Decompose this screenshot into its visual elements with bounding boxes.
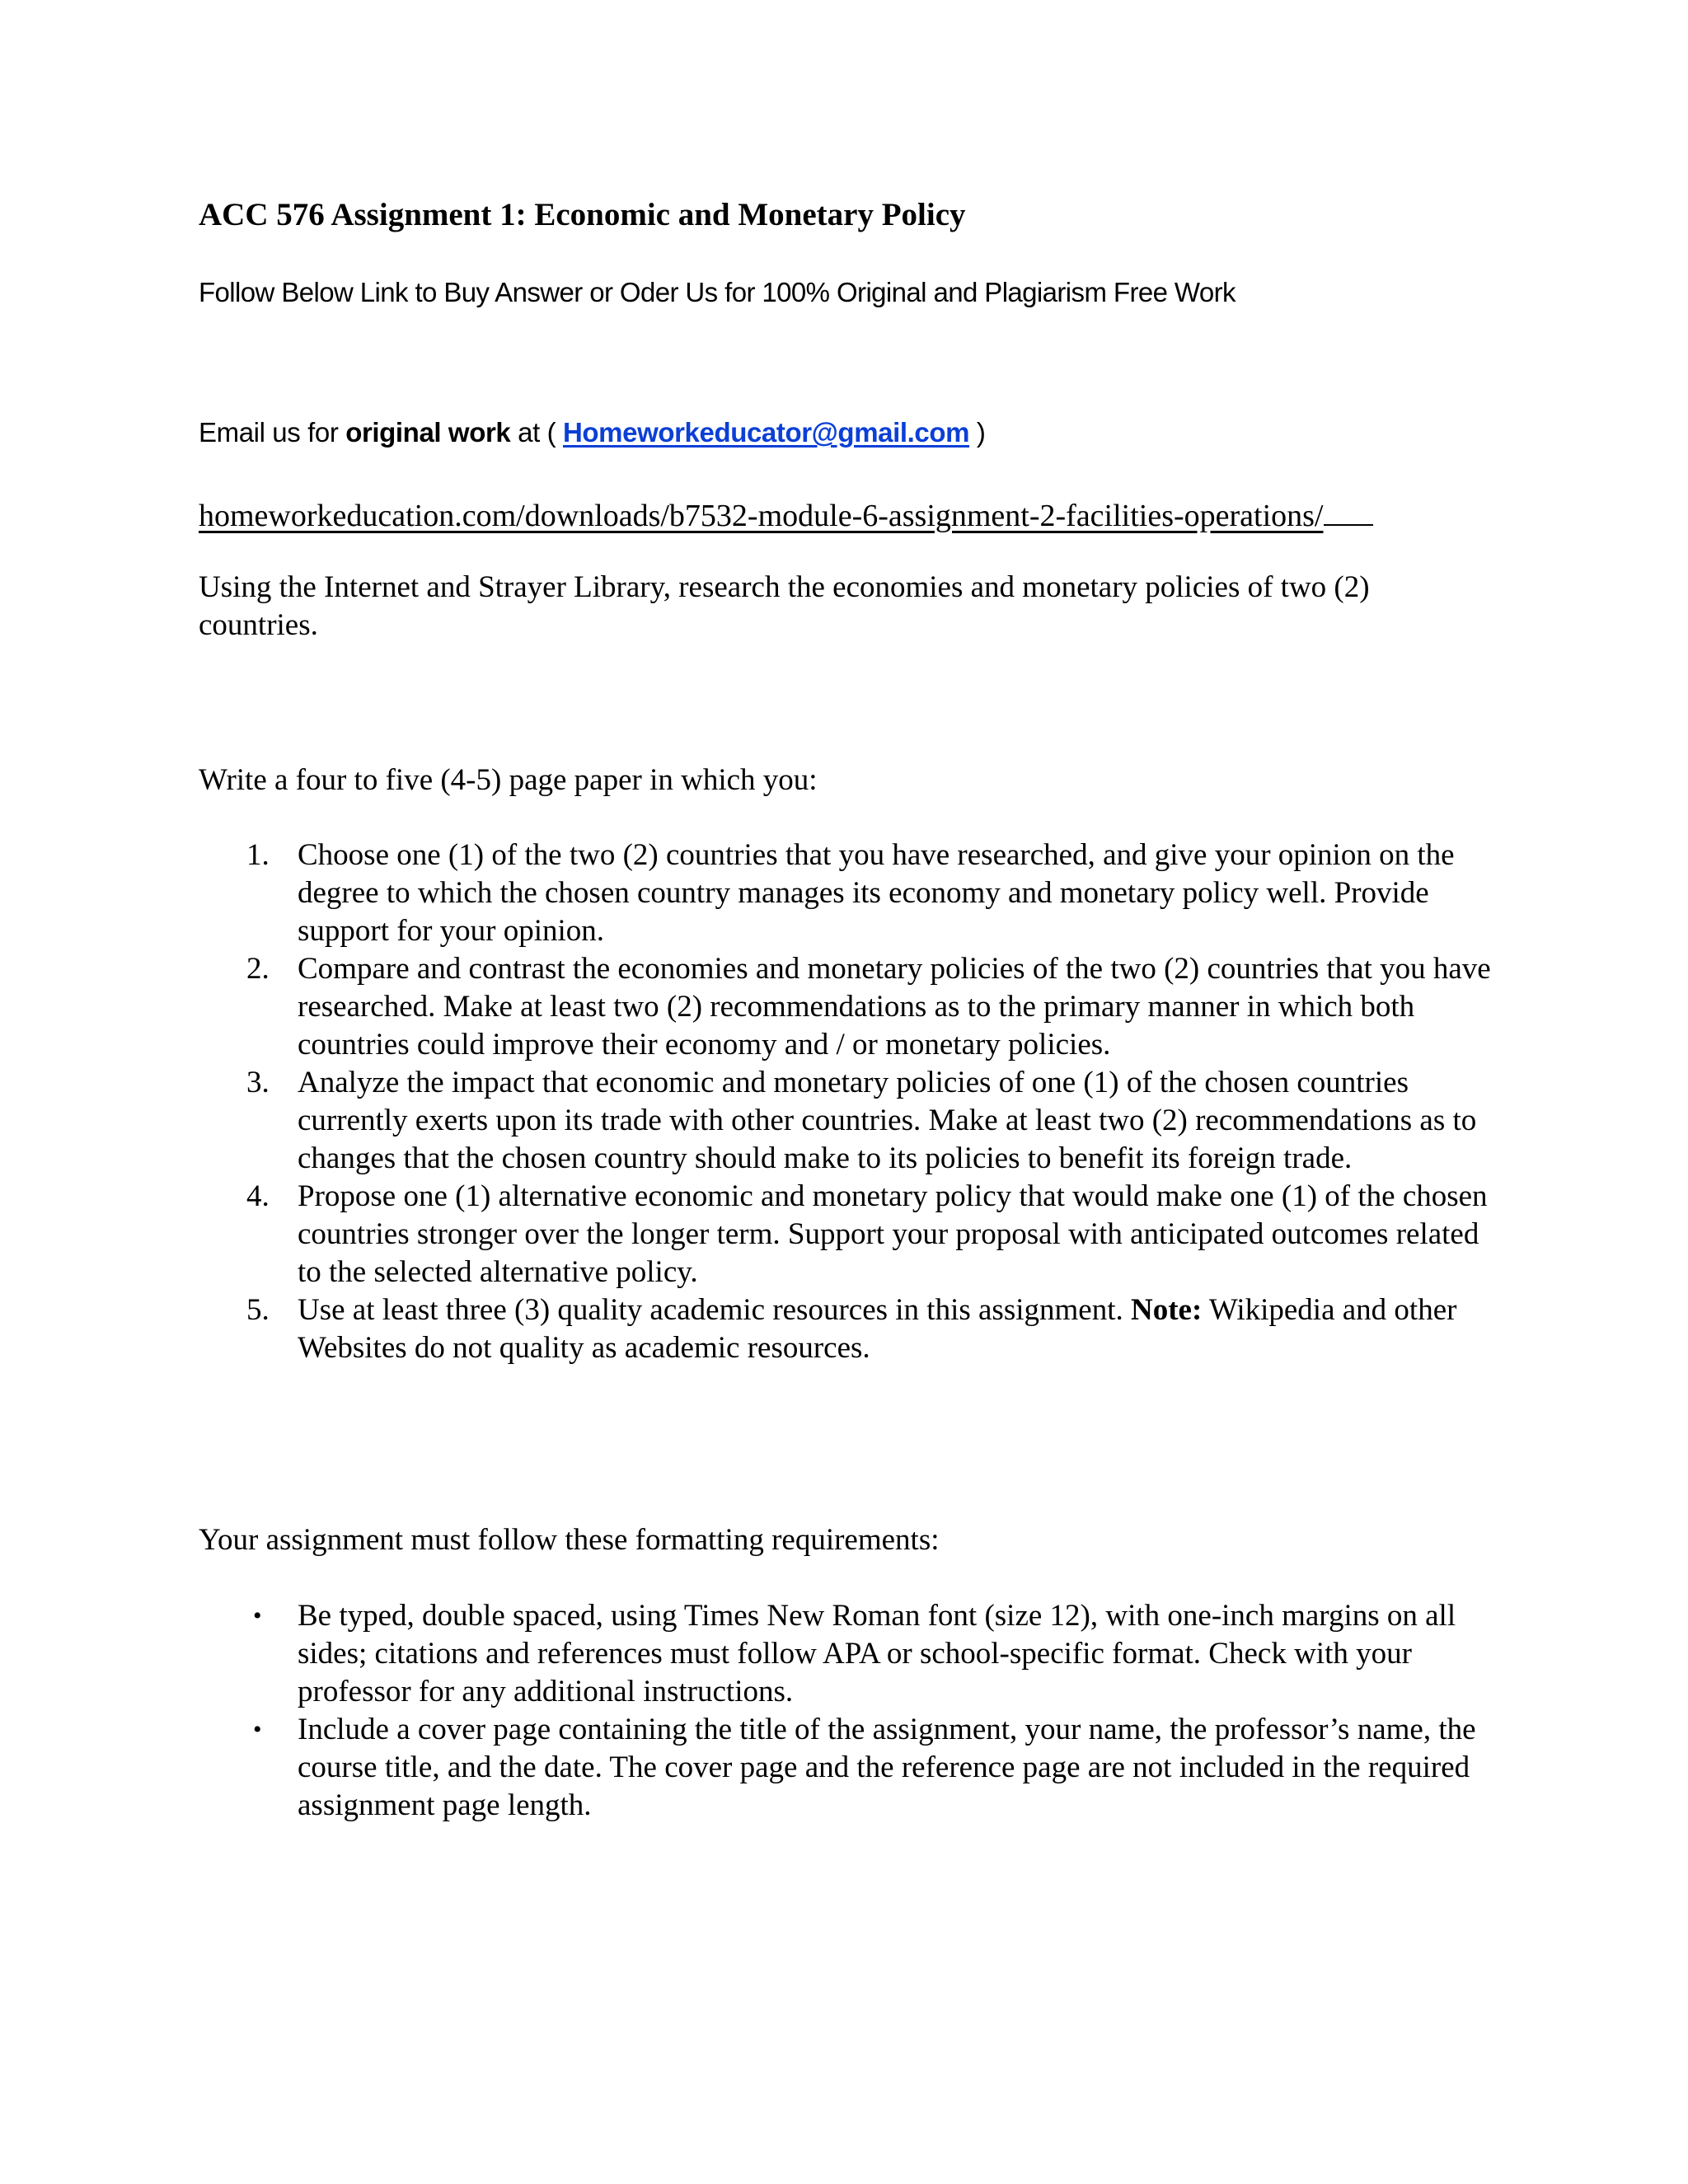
- intro-paragraph: Using the Internet and Strayer Library, research the economies and monetary policies of two (2) countries.: [199, 570, 1370, 642]
- follow-line: Follow Below Link to Buy Answer or Oder Us for 100% Original and Plagiarism Free Work: [199, 277, 1236, 307]
- task-item: [199, 1291, 1501, 1367]
- requirement-item: [199, 1711, 1501, 1825]
- task-text-after: Wikipedia and other Websites do not quality as academic resources.: [298, 1293, 1457, 1365]
- email-address-link[interactable]: Homeworkeducator@gmail.com: [562, 417, 970, 448]
- url-underline-tail: [1324, 494, 1373, 526]
- bullet-icon: •: [253, 1716, 262, 1743]
- task-item: [199, 1178, 1501, 1291]
- task-text: Propose one (1) alternative economic and monetary policy that would make one (1) of the chosen countries stronger over the longer term. Support your proposal with anticipated outcomes related to the selected alternative policy.: [298, 1179, 1488, 1289]
- bullet-icon: •: [253, 1602, 262, 1629]
- task-item: [199, 837, 1501, 950]
- task-text: Analyze the impact that economic and monetary policies of one (1) of the chosen countries currently exerts upon its trade with other countries. Make at least two (2) recommendations as to changes that the chosen country should make to its policies to benefit its foreign trade.: [298, 1066, 1477, 1175]
- task-number: 5.: [246, 1293, 270, 1327]
- email-suffix: ): [969, 417, 986, 448]
- task-item: [199, 950, 1501, 1064]
- task-number: 1.: [246, 838, 270, 872]
- task-text: Choose one (1) of the two (2) countries that you have researched, and give your opinion on the degree to which the chosen country manages its economy and monetary policy well. Provide support for your opinion.: [298, 838, 1455, 948]
- task-text-before: Use at least three (3) quality academic resources in this assignment.: [298, 1293, 1131, 1327]
- requirement-item: [199, 1597, 1501, 1711]
- email-bold-text: original work: [345, 417, 511, 448]
- write-intro: Write a four to five (4-5) page paper in which you:: [199, 763, 818, 797]
- requirement-text: Include a cover page containing the title of the assignment, your name, the professor’s name, the course title, and the date. The cover page and the reference page are not included in the required assignment page length.: [298, 1713, 1476, 1822]
- task-number: 4.: [246, 1179, 270, 1213]
- task-number: 3.: [246, 1066, 270, 1099]
- email-middle: at (: [510, 417, 563, 448]
- requirements-list: [199, 1597, 1501, 1825]
- task-item: [199, 1064, 1501, 1178]
- task-list: [199, 837, 1501, 1367]
- task-text: Compare and contrast the economies and monetary policies of the two (2) countries that you have researched. Make at least two (2) recommendations as to the primary manner in which both countries could improve their economy and / or monetary policies.: [298, 952, 1491, 1062]
- email-line: [199, 415, 985, 451]
- note-label: Note:: [1131, 1293, 1203, 1327]
- format-intro: Your assignment must follow these formatting requirements:: [199, 1523, 940, 1557]
- url-text[interactable]: homeworkeducation.com/downloads/b7532-module-6-assignment-2-facilities-operations/: [199, 499, 1324, 533]
- document-title: ACC 576 Assignment 1: Economic and Monetary Policy: [199, 197, 966, 232]
- url-link[interactable]: [199, 494, 1373, 536]
- email-prefix: Email us for: [199, 417, 346, 448]
- task-number: 2.: [246, 952, 270, 986]
- requirement-text: Be typed, double spaced, using Times New Roman font (size 12), with one-inch margins on all sides; citations and references must follow APA or school-specific format. Check with your professor for any additional instructions.: [298, 1599, 1456, 1708]
